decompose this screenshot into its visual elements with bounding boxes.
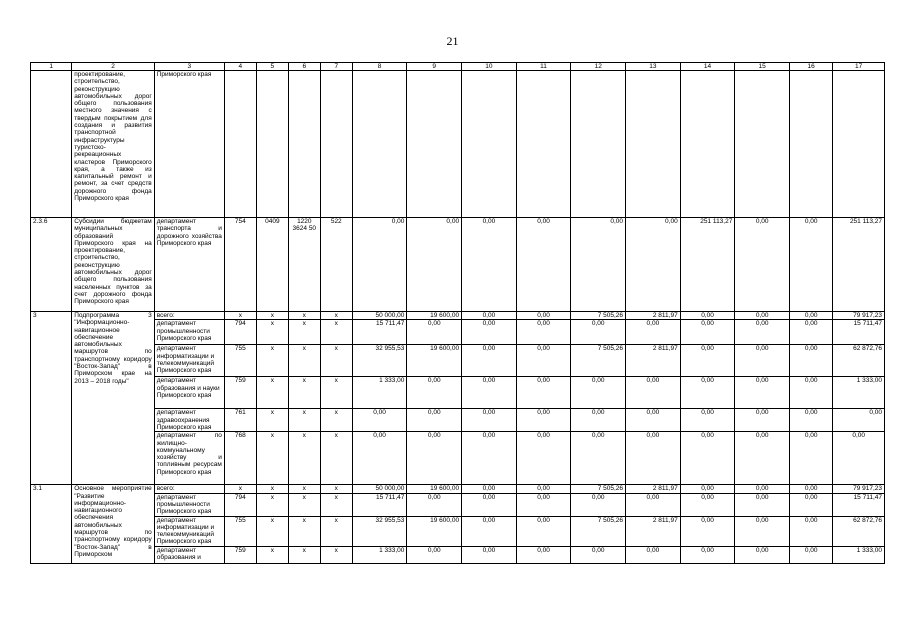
table-row (31, 516, 885, 546)
col-header: 12 (571, 63, 626, 71)
col-header: 9 (407, 63, 462, 71)
table-row (31, 71, 885, 218)
cell-value: 0,00 (462, 312, 517, 320)
cell-description: Субсидии бюджетам муниципальных образований Приморского края на проектирование, строительство, реконструкцию автомобильных дорог общего пользования населенных пунктов за счет дорожного фонда Приморского края (72, 218, 155, 312)
cell-value: 19 600,00 (407, 312, 462, 320)
cell-value: 15 711,47 (833, 320, 885, 345)
cell-value: 0,00 (352, 409, 407, 432)
cell-value: 0,00 (571, 320, 626, 345)
cell-value: 0,00 (735, 432, 790, 485)
cell-value: 50 000,00 (352, 312, 407, 320)
cell-value: 0,00 (516, 377, 571, 409)
cell-executor: департамент информатизации и телекоммуникаций Приморского края (154, 345, 224, 377)
cell-value: 0,00 (626, 493, 681, 516)
cell-value: х (224, 485, 256, 493)
budget-table (30, 62, 885, 564)
cell-value: х (320, 516, 352, 546)
cell-value: 0,00 (516, 546, 571, 563)
cell-value: 2 811,97 (626, 485, 681, 493)
cell-value: 0,00 (735, 409, 790, 432)
cell-value: 0,00 (735, 218, 790, 312)
cell-value: 0,00 (516, 312, 571, 320)
cell-value: х (256, 409, 288, 432)
cell-value (256, 71, 288, 218)
table-row (31, 320, 885, 345)
cell-value: х (256, 345, 288, 377)
cell-value: 761 (224, 409, 256, 432)
cell-value: х (256, 516, 288, 546)
cell-value (680, 71, 735, 218)
cell-value: 0,00 (571, 493, 626, 516)
cell-value: 0,00 (680, 377, 735, 409)
table-row (31, 409, 885, 432)
cell-executor: департамент образования и (154, 546, 224, 563)
cell-value: 0,00 (626, 218, 681, 312)
cell-value: 0,00 (626, 409, 681, 432)
cell-value: 0,00 (833, 409, 885, 432)
cell-value: 0,00 (735, 320, 790, 345)
cell-value: 0,00 (462, 516, 517, 546)
col-header: 11 (516, 63, 571, 71)
cell-value: 0409 (256, 218, 288, 312)
cell-value: 0,00 (680, 485, 735, 493)
cell-value: 0,00 (680, 546, 735, 563)
cell-value: 2 811,97 (626, 312, 681, 320)
cell-number: 3.1 (31, 485, 72, 563)
col-header: 7 (320, 63, 352, 71)
cell-value: 1 333,00 (352, 377, 407, 409)
cell-value: 0,00 (407, 320, 462, 345)
cell-value: 2 811,97 (626, 516, 681, 546)
cell-value: х (320, 432, 352, 485)
cell-value: 0,00 (790, 432, 833, 485)
cell-value: 0,00 (680, 320, 735, 345)
cell-value: 755 (224, 516, 256, 546)
table-row (31, 485, 885, 493)
cell-executor: всего: (154, 485, 224, 493)
cell-value (516, 71, 571, 218)
col-header: 13 (626, 63, 681, 71)
cell-value: 0,00 (680, 516, 735, 546)
cell-value: 79 917,23 (833, 485, 885, 493)
cell-value: 0,00 (462, 409, 517, 432)
cell-value: 0,00 (626, 432, 681, 485)
cell-value: 1220 3624 50 (288, 218, 320, 312)
cell-value: 759 (224, 377, 256, 409)
cell-value: х (320, 409, 352, 432)
cell-value: 0,00 (462, 218, 517, 312)
cell-value: 1 333,00 (833, 377, 885, 409)
cell-value: 0,00 (790, 485, 833, 493)
cell-executor: департамент образования и науки Приморского края (154, 377, 224, 409)
cell-value: 1 333,00 (833, 546, 885, 563)
cell-value: 794 (224, 320, 256, 345)
cell-value (224, 71, 256, 218)
cell-value: 0,00 (516, 432, 571, 485)
cell-value: 0,00 (735, 516, 790, 546)
cell-value: х (256, 377, 288, 409)
cell-value: 0,00 (790, 320, 833, 345)
cell-value: 0,00 (790, 345, 833, 377)
cell-value: 0,00 (462, 493, 517, 516)
cell-value: х (224, 312, 256, 320)
cell-value: 251 113,27 (680, 218, 735, 312)
cell-value: 0,00 (462, 485, 517, 493)
cell-value: 0,00 (680, 432, 735, 485)
cell-executor: Приморского края (154, 71, 224, 218)
col-header: 10 (462, 63, 517, 71)
table-row (31, 377, 885, 409)
cell-value: 0,00 (516, 516, 571, 546)
cell-value: 0,00 (462, 432, 517, 485)
cell-value: х (288, 312, 320, 320)
cell-value: х (320, 377, 352, 409)
cell-value: 0,00 (571, 409, 626, 432)
cell-value: 32 955,53 (352, 345, 407, 377)
cell-value (571, 71, 626, 218)
cell-value: 79 917,23 (833, 312, 885, 320)
cell-value: 0,00 (571, 377, 626, 409)
cell-value: 0,00 (516, 409, 571, 432)
cell-description: проектирование, строительство, реконструкцию автомобильных дорог общего пользования местного значения с твердым покрытием для создания и развития транспортной инфраструктуры туристско-рекреационных кластеров Приморского края, а также из капитальный ремонт и ремонт, за счет средств дорожного фонда Приморского края (72, 71, 155, 218)
cell-value: 0,00 (407, 377, 462, 409)
cell-value: х (320, 485, 352, 493)
cell-value: 0,00 (626, 377, 681, 409)
cell-value: 0,00 (407, 493, 462, 516)
cell-executor: департамент информатизации и телекоммуникаций Приморского края (154, 516, 224, 546)
cell-value: 19 600,00 (407, 516, 462, 546)
cell-value: х (288, 432, 320, 485)
table-header-row (31, 63, 885, 71)
cell-number: 2.3.6 (31, 218, 72, 312)
cell-value: х (288, 485, 320, 493)
cell-value (462, 71, 517, 218)
cell-value: 7 505,26 (571, 516, 626, 546)
cell-value: 0,00 (571, 546, 626, 563)
col-header: 2 (72, 63, 155, 71)
cell-value: 0,00 (680, 493, 735, 516)
cell-value: 19 600,00 (407, 345, 462, 377)
cell-value (735, 71, 790, 218)
cell-value: 2 811,97 (626, 345, 681, 377)
cell-value: х (288, 409, 320, 432)
cell-value (288, 71, 320, 218)
cell-value: 7 505,26 (571, 312, 626, 320)
cell-value (320, 71, 352, 218)
table-row (31, 546, 885, 563)
cell-value: 0,00 (790, 493, 833, 516)
page-number: 21 (446, 34, 459, 48)
cell-number: 3 (31, 312, 72, 485)
col-header: 17 (833, 63, 885, 71)
cell-value: 15 711,47 (833, 493, 885, 516)
cell-value: 0,00 (516, 218, 571, 312)
cell-value: 15 711,47 (352, 320, 407, 345)
cell-value: х (256, 546, 288, 563)
cell-value: 50 000,00 (352, 485, 407, 493)
cell-value: 0,00 (571, 432, 626, 485)
cell-value (407, 71, 462, 218)
cell-executor: всего: (154, 312, 224, 320)
cell-value: х (320, 493, 352, 516)
col-header: 15 (735, 63, 790, 71)
cell-value: 7 505,26 (571, 485, 626, 493)
cell-value: 0,00 (462, 546, 517, 563)
col-header: 6 (288, 63, 320, 71)
cell-value: 0,00 (626, 546, 681, 563)
cell-value: х (320, 320, 352, 345)
cell-value: 0,00 (735, 485, 790, 493)
cell-value: 62 872,76 (833, 345, 885, 377)
cell-value: х (256, 485, 288, 493)
cell-value: 0,00 (680, 345, 735, 377)
col-header: 5 (256, 63, 288, 71)
table-row (31, 493, 885, 516)
cell-value: 0,00 (571, 218, 626, 312)
cell-value: 0,00 (407, 432, 462, 485)
cell-value: 755 (224, 345, 256, 377)
cell-value: х (288, 516, 320, 546)
col-header: 4 (224, 63, 256, 71)
cell-value: 759 (224, 546, 256, 563)
cell-value: 0,00 (626, 320, 681, 345)
cell-value: 768 (224, 432, 256, 485)
cell-value: 1 333,00 (352, 546, 407, 563)
cell-value: х (320, 312, 352, 320)
col-header: 16 (790, 63, 833, 71)
cell-value: 0,00 (735, 312, 790, 320)
cell-value: 15 711,47 (352, 493, 407, 516)
cell-value: х (320, 546, 352, 563)
cell-value: 522 (320, 218, 352, 312)
cell-value: 0,00 (790, 312, 833, 320)
cell-value: 0,00 (790, 218, 833, 312)
cell-value: 0,00 (735, 377, 790, 409)
cell-value: 251 113,27 (833, 218, 885, 312)
cell-value: 0,00 (680, 312, 735, 320)
cell-value: 0,00 (407, 218, 462, 312)
cell-value: 0,00 (407, 546, 462, 563)
col-header: 3 (154, 63, 224, 71)
cell-value: х (288, 345, 320, 377)
table-row (31, 345, 885, 377)
col-header: 1 (31, 63, 72, 71)
table-row (31, 432, 885, 485)
cell-value: х (288, 377, 320, 409)
cell-value: 0,00 (790, 409, 833, 432)
cell-value: 7 505,26 (571, 345, 626, 377)
cell-value: х (256, 320, 288, 345)
cell-executor: департамент по жилищно-коммунальному хозяйству и топливным ресурсам Приморского края (154, 432, 224, 485)
cell-value: 19 600,00 (407, 485, 462, 493)
cell-value: 0,00 (352, 432, 407, 485)
cell-value: 0,00 (833, 432, 885, 485)
cell-value: 0,00 (790, 377, 833, 409)
cell-value: 754 (224, 218, 256, 312)
cell-value: 0,00 (516, 493, 571, 516)
cell-value (626, 71, 681, 218)
cell-value: 0,00 (680, 409, 735, 432)
cell-value: 0,00 (735, 546, 790, 563)
cell-value: 0,00 (735, 345, 790, 377)
cell-value: 0,00 (790, 516, 833, 546)
cell-value: 794 (224, 493, 256, 516)
cell-value: 0,00 (735, 493, 790, 516)
col-header: 14 (680, 63, 735, 71)
cell-value: 0,00 (462, 345, 517, 377)
col-header: 8 (352, 63, 407, 71)
cell-executor: департамент промышленности Приморского края (154, 320, 224, 345)
cell-value (790, 71, 833, 218)
cell-value: х (320, 345, 352, 377)
cell-description: Подпрограмма 3 "Информационно-навигационное обеспечение автомобильных маршрутов по транспортному коридору "Восток-Запад" в Приморском крае на 2013 – 2018 годы" (72, 312, 155, 485)
cell-value: 0,00 (407, 409, 462, 432)
table-row (31, 218, 885, 312)
cell-value: х (288, 493, 320, 516)
cell-executor: департамент транспорта и дорожного хозяйства Приморского края (154, 218, 224, 312)
cell-value (352, 71, 407, 218)
cell-value: х (288, 320, 320, 345)
cell-value: 0,00 (516, 345, 571, 377)
cell-value: 0,00 (462, 320, 517, 345)
cell-number (31, 71, 72, 218)
cell-description: Основное мероприятие "Развитие информационно-навигационного обеспечения автомобильных маршрутов по транспортному коридору "Восток-Запад" в Приморском (72, 485, 155, 563)
cell-executor: департамент здравоохранения Приморского края (154, 409, 224, 432)
cell-value: 62 872,76 (833, 516, 885, 546)
cell-value: х (256, 312, 288, 320)
cell-value (833, 71, 885, 218)
cell-value: 0,00 (516, 485, 571, 493)
cell-value: 0,00 (516, 320, 571, 345)
cell-executor: департамент промышленности Приморского края (154, 493, 224, 516)
cell-value: 0,00 (352, 218, 407, 312)
table-row (31, 312, 885, 320)
cell-value: 0,00 (462, 377, 517, 409)
cell-value: х (256, 432, 288, 485)
cell-value: 0,00 (790, 546, 833, 563)
cell-value: 32 955,53 (352, 516, 407, 546)
cell-value: х (256, 493, 288, 516)
cell-value: х (288, 546, 320, 563)
